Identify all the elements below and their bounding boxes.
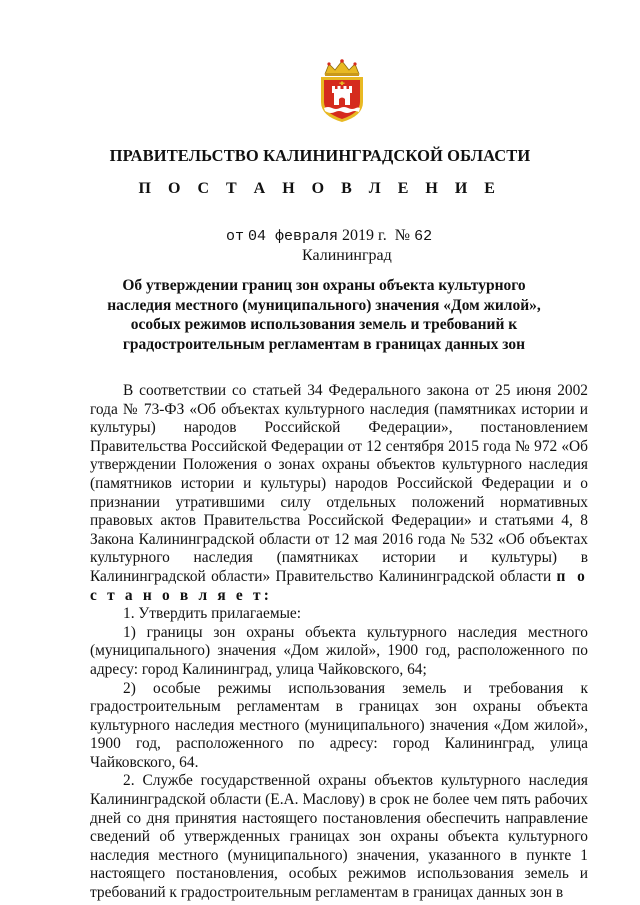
decree-word: п о с т а н о в л я е т: bbox=[90, 567, 588, 604]
document-number: 62 bbox=[414, 228, 433, 245]
organization-title: ПРАВИТЕЛЬСТВО КАЛИНИНГРАДСКОЙ ОБЛАСТИ bbox=[109, 146, 531, 165]
number-sign: № bbox=[394, 227, 411, 244]
document-body bbox=[90, 382, 588, 903]
document-subject: Об утверждении границ зон охраны объекта культурного наследия местного (муниципального) значения «Дом жилой», особых режимов использования земель и требований к градостроительным регламентам в границах данных зон bbox=[107, 277, 541, 353]
date-prefix: от bbox=[226, 228, 245, 245]
date-value: 04 февраля bbox=[248, 228, 339, 245]
paragraph-item-1: 1. Утвердить прилагаемые: bbox=[123, 605, 302, 623]
year-value: 2019 г. bbox=[342, 227, 387, 244]
city: Калининград bbox=[302, 247, 392, 264]
preamble-paragraph bbox=[90, 382, 588, 605]
paragraph-item-1-1: 1) границы зон охраны объекта культурного наследия местного (муниципального) значения «Дом жилой», 1900 год, расположенного по адресу: город Калининград, улица Чайковского, 64; bbox=[90, 623, 588, 678]
coat-of-arms-icon bbox=[315, 58, 369, 124]
paragraph-item-1-2: 2) особые режимы использования земель и требования к градостроительным регламентам в границах зон охраны объекта культурного наследия местного (муниципального) значения «Дом жилой», 1900 год, расположенного по адресу: город Калининград, улица Чайковского, 64. bbox=[90, 679, 588, 771]
preamble-text: В соответствии со статьей 34 Федерального закона от 25 июня 2002 года № 73-ФЗ «Об объектах культурного наследия (памятниках истории и культуры) народов Российской Федерации», постановлением Правительства Российской Федерации от 12 сентября 2015 года № 972 «Об утверждении Положения о зонах охраны объектов культурного наследия (памятников истории и культуры) народов Российской Федерации и о признании утратившими силу отдельных положений нормативных правовых актов Правительства Российской Федерации» и статьями 4, 8 Закона Калининградской области от 12 мая 2016 года № 532 «Об объектах культурного наследия (памятниках истории и культуры) в Калининградской области» Правительство Калининградской области bbox=[90, 382, 588, 585]
paragraph-item-2: 2. Службе государственной охраны объектов культурного наследия Калининградской области (Е.А. Маслову) в срок не более чем пять рабочих дней со дня принятия настоящего постановления обеспечить направление сведений об утвержденных границах зон охраны объекта культурного наследия местного (муниципального) значения, указанного в пункте 1 настоящего постановления, особых режимов использования земель и требований к градостроительным регламентам в границах данных зон в bbox=[90, 772, 588, 902]
date-line bbox=[226, 227, 432, 245]
document-type: П О С Т А Н О В Л Е Н И Е bbox=[138, 180, 502, 197]
